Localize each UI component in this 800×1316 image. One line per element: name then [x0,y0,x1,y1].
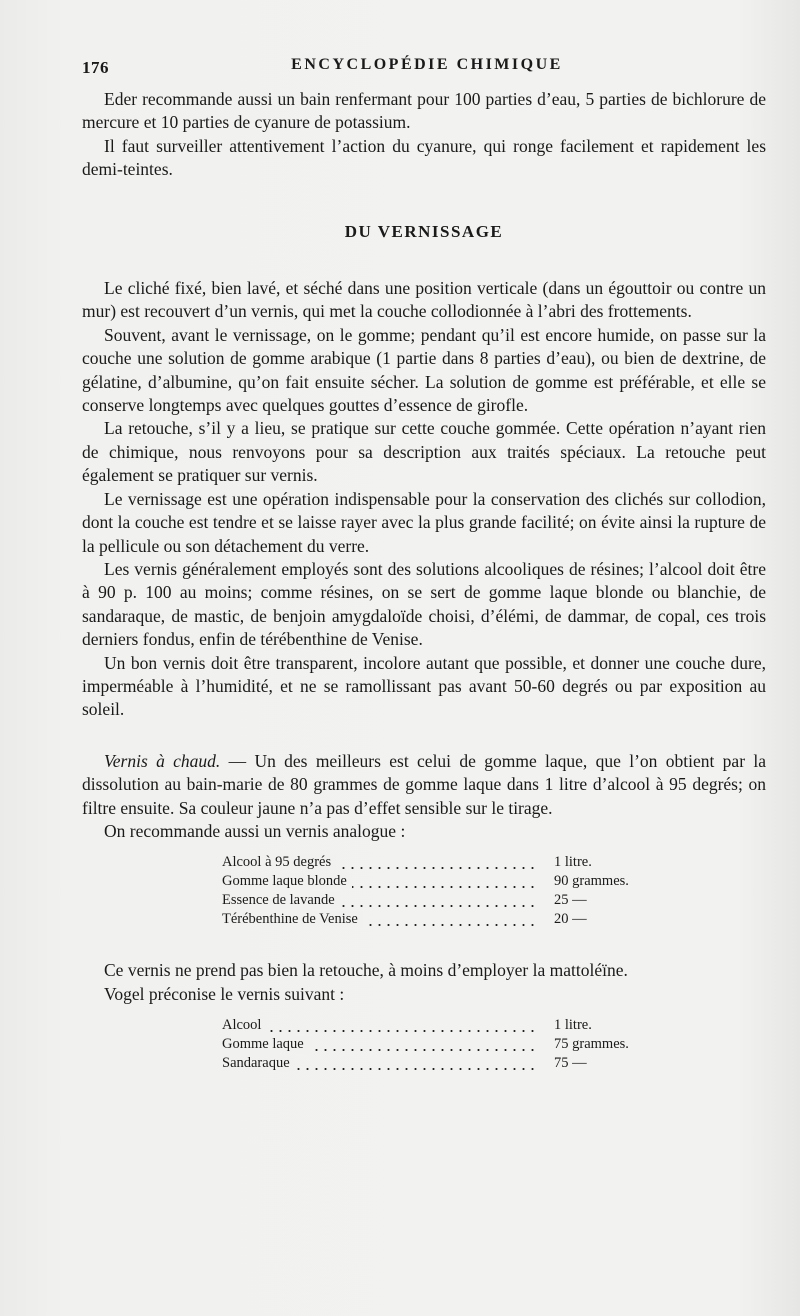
ingredient-name: Alcool [222,1017,266,1033]
page-body [82,88,766,1073]
ingredient-unit: litre. [564,1017,592,1034]
table-row [222,872,629,891]
ingredient-name: Essence de lavande [222,892,340,908]
table-row [222,891,629,910]
paragraph-vogel: Vogel préconise le vernis suivant : [104,983,345,1004]
subsection-label: Vernis à chaud. [104,750,221,771]
ingredient-quantity: 75 [554,1036,569,1053]
ingredient-quantity: 90 [554,873,569,890]
paragraph-souvent: Souvent, avant le vernissage, on le gomme; pendant qu’il est encore humide, on passe sur la couche une solution de gomme arabique (1 partie dans 8 parties d’eau), ou bien de dextrine, de gélatine, d’albumine, qu’on fait ensuite sécher. La solution de gomme est préférable, et elle se conserve longtemps avec quelques gouttes d’essence de girofle. [82,324,766,416]
ingredient-quantity: 20 [554,911,569,928]
paragraph-retouche-mattoleine: Ce vernis ne prend pas bien la retouche, à moins d’employer la mattoléïne. [104,960,628,981]
paragraph-recommande: On recommande aussi un vernis analogue : [104,820,406,841]
paragraph-cliche: Le cliché fixé, bien lavé, et séché dans une position verticale (dans un égouttoir ou contre un mur) est recouvert d’un vernis, qui met la couche collodionnée à l’abri des frottements. [82,278,766,322]
recipe-table-1 [222,853,629,929]
spacer [82,929,766,959]
table-row [222,1016,629,1035]
ingredient-name: Gomme laque blonde [222,873,352,889]
paragraph-retouche: La retouche, s’il y a lieu, se pratique sur cette couche gommée. Cette opération n’ayant rien de chimique, nous renvoyons pour sa description aux traités spéciaux. La retouche peut également se pratiquer sur vernis. [82,418,766,486]
ingredient-name: Térébenthine de Venise [222,911,363,927]
running-header [82,56,772,80]
paragraph-surveiller: Il faut surveiller attentivement l’action du cyanure, qui ronge facilement et rapidement les demi-teintes. [82,135,766,180]
ingredient-unit: litre. [564,854,592,871]
paragraph-vernissage: Le vernissage est une opération indispensable pour la conservation des clichés sur collodion, dont la couche est tendre et se laisse rayer avec la plus grande facilité; on évite ainsi la rupture de la pellicule ou son détachement du verre. [82,488,766,556]
paragraph-bon-vernis: Un bon vernis doit être transparent, incolore autant que possible, et donner une couche dure, imperméable à l’humidité, et ne se ramollissant pas avant 50-60 degrés ou par exposition au soleil. [82,652,766,720]
paragraph-eder: Eder recommande aussi un bain renfermant pour 100 parties d’eau, 5 parties de bichlorure de mercure et 10 parties de cyanure de potassium. [82,89,766,133]
ingredient-name: Gomme laque [222,1036,309,1052]
ingredient-unit: — [572,1055,587,1072]
table-row [222,910,629,929]
paragraph-vernis-a-chaud [82,750,766,820]
table-row [222,1035,629,1054]
ingredient-unit: grammes. [572,873,629,890]
table-row [222,1054,629,1073]
section-heading: DU VERNISSAGE [344,221,504,241]
ingredient-quantity: 75 [554,1055,569,1072]
ingredient-unit: — [572,892,587,909]
paragraph-vernis-generaux: Les vernis généralement employés sont des solutions alcooliques de résines; l’alcool doit être à 90 p. 100 au moins; comme résines, on se sert de gomme laque blonde ou blanchie, de sandaraque, de mastic, de benjoin amygdaloïde choisi, d’élémi, de dammar, de copal, ces trois derniers fondus, enfin de térébenthine de Venise. [82,558,766,650]
ingredient-name: Alcool à 95 degrés [222,854,336,870]
ingredient-unit: — [572,911,587,928]
ingredient-quantity: 1 [554,1017,562,1034]
running-title: ENCYCLOPÉDIE CHIMIQUE [291,56,563,73]
table-row [222,853,629,872]
page-number: 176 [82,58,109,77]
ingredient-name: Sandaraque [222,1055,295,1071]
ingredient-quantity: 1 [554,854,562,871]
ingredient-quantity: 25 [554,892,569,909]
subsection-text: — Un des meilleurs est celui de gomme laque, que l’on obtient par la dissolution au bain-marie de 80 grammes de gomme laque dans 1 litre d’alcool à 95 degrés; on filtre ensuite. Sa couleur jaune n’a pas d’effet sensible sur le tirage. [82,750,766,818]
spacer [82,722,766,750]
recipe-table-2 [222,1016,629,1073]
ingredient-unit: grammes. [572,1036,629,1053]
